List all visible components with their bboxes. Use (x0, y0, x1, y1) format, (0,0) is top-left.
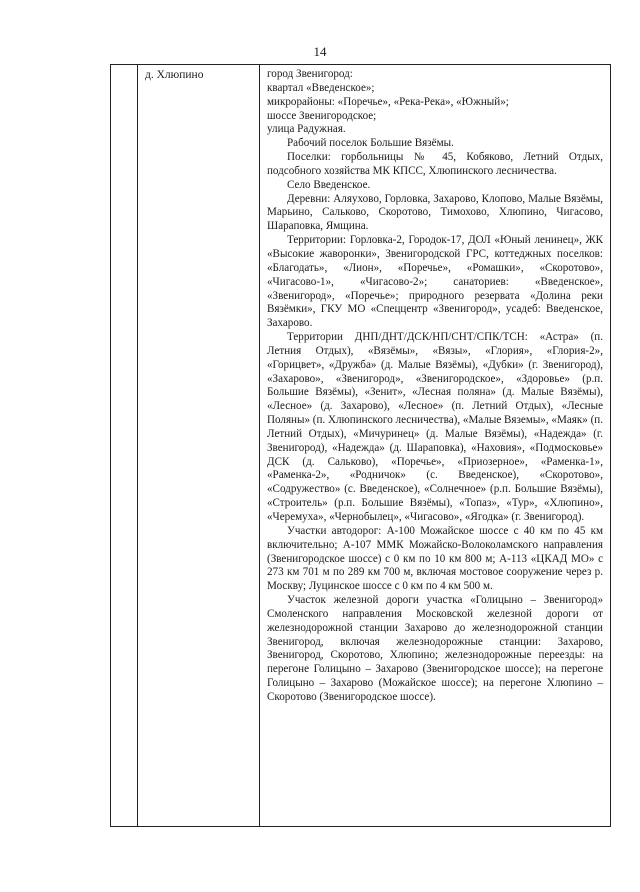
column-divider (137, 65, 138, 826)
column-divider (259, 65, 260, 826)
paragraph: квартал «Введенское»; (267, 81, 375, 94)
paragraph: Участки автодорог: А-100 Можайское шоссе с 40 км по 45 км включительно; А-107 ММК Можайско-Волоколамского направления (Звенигородское шоссе) с 0 км по 10 км 800 м; А-113 «ЦКАД МО» с 273 км 701 м по 289 км 700 м, включая мостовое сооружение через р. Москву; Луцинское шоссе с 0 км по 4 км 500 м. (267, 524, 603, 593)
paragraph: Деревни: Аляухово, Горловка, Захарово, Клопово, Малые Вязёмы, Марьино, Сальково, Скоротово, Тимохово, Хлюпино, Чигасово, Шараповка, Ямщина. (267, 192, 603, 233)
paragraph: улица Радужная. (267, 123, 346, 136)
territory-description (267, 68, 603, 705)
paragraph: шоссе Звенигородское; (267, 109, 377, 122)
paragraph: Участок железной дороги участка «Голицыно – Звенигород» Смоленского направления Московской железной дороги от железнодорожной станции Захарово до железнодорожной станции Звенигород, включая железнодорожные станции: Захарово, Звенигород, Скоротово, Хлюпино; железнодорожные переезды: на перегоне Голицыно – Захарово (Звенигородское шоссе); на перегоне Голицыно – Захарово (Можайское шоссе); на перегоне Хлюпино – Скоротово (Звенигородское шоссе). (267, 594, 603, 703)
paragraph: Территории: Горловка-2, Городок-17, ДОЛ «Юный ленинец», ЖК «Высокие жаворонки», Звенигородской ГРС, коттеджных поселков: «Благодать», «Лион», «Поречье», «Ромашки», «Скоротово», «Чигасово-1», «Чигасово-2»; санаториев: «Введенское», «Звенигород», «Поречье»; природного резервата «Долина реки Вязёмки», ГКУ МО «Спеццентр «Звенигород», усадеб: Введенское, Захарово. (267, 234, 603, 330)
paragraph: микрорайоны: «Поречье», «Река-Река», «Южный»; (267, 95, 509, 108)
settlement-name: д. Хлюпино (145, 69, 204, 81)
paragraph: Поселки: горбольницы № 45, Кобяково, Летний Отдых, подсобного хозяйства МК КПСС, Хлюпинского лесничества. (267, 151, 603, 177)
paragraph: Село Введенское. (287, 178, 371, 191)
paragraph: Рабочий поселок Большие Вязёмы. (287, 137, 454, 150)
table (110, 64, 611, 827)
page-number: 14 (313, 44, 327, 59)
paragraph: город Звенигород: (267, 68, 353, 80)
paragraph: Территории ДНП/ДНТ/ДСК/НП/СНТ/СПК/ТСН: «Астра» (п. Летния Отдых), «Вязёмы», «Вязы», «Глория», «Глория-2», «Горицвет», «Дружба» (д. Малые Вязёмы), «Дубки» (г. Звенигород), «Захарово», «Звенигород», «Звенигородское», «Здоровье» (р.п. Большие Вязёмы), «Зенит», «Лесная поляна» (д. Малые Вязёмы), «Лесное» (д. Захарово), «Лесное» (п. Летний Отдых), «Лесные Поляны» (п. Хлюпинского лесничества), «Малые Вяземы», «Маяк» (п. Летний Отдых), «Мичуринец» (д. Малые Вязёмы), «Надежда» (г. Звенигород), «Надежда» (д. Шараповка), «Наховия», «Подмосковье» ДСК (д. Сальково), «Поречье», «Приозерное», «Раменка-1», «Раменка-2», «Родничок» (с. Введенское), «Скоротово», «Содружество» (с. Введенское), «Солнечное» (р.п. Большие Вязёмы), «Строитель» (р.п. Большие Вязёмы), «Топаз», «Тур», «Хлюпино», «Черемуха», «Чернобылец», «Чигасово», «Ягодка» (г. Звенигород). (267, 331, 603, 523)
